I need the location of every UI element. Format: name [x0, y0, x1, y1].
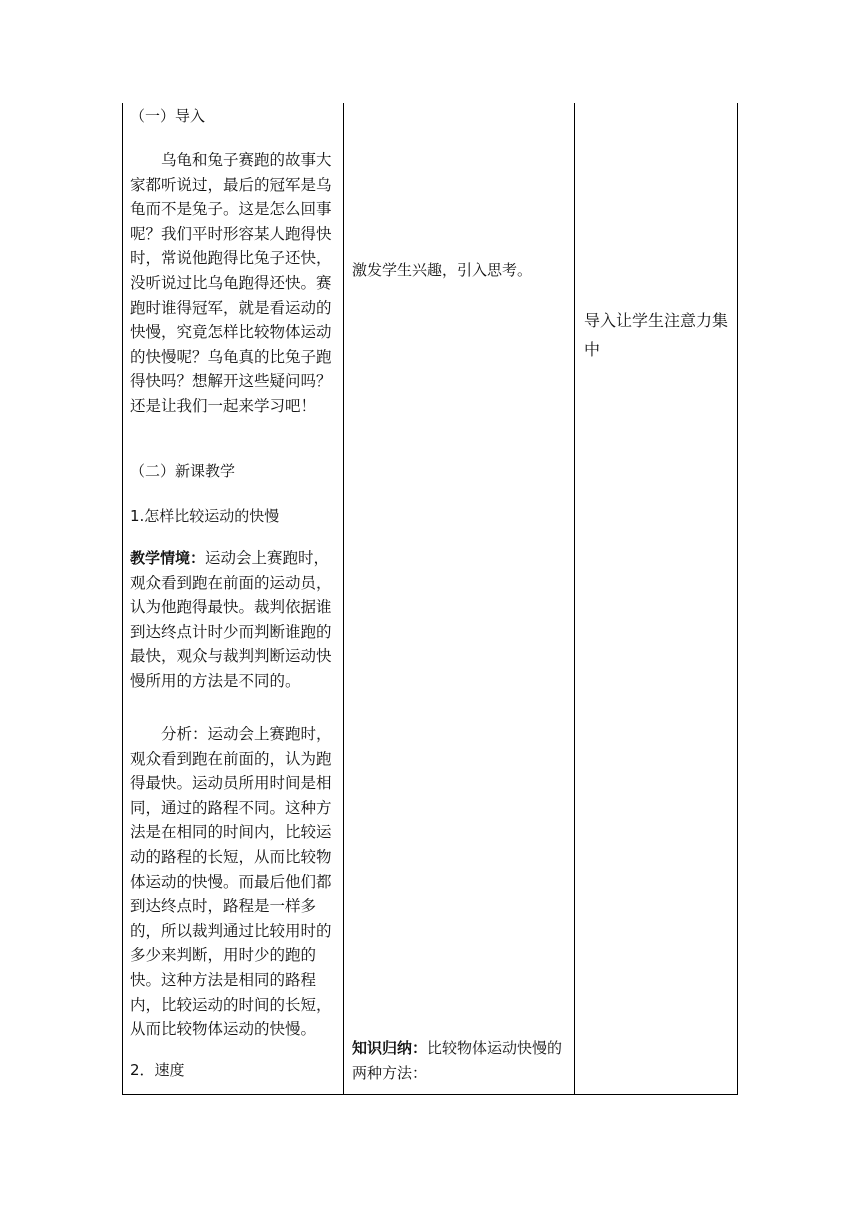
compare-speed-subheading: 1.怎样比较运动的快慢 [130, 507, 280, 525]
table-border-right [737, 103, 738, 1095]
new-lesson-heading: （二）新课教学 [130, 462, 236, 480]
table-border-bottom [122, 1094, 738, 1095]
column-divider-1 [343, 103, 344, 1095]
intro-paragraph: 乌龟和兔子赛跑的故事大家都听说过，最后的冠军是乌龟而不是兔子。这是怎么回事呢？我们平时形容某人跑得快时，常说他跑得比兔子还快，没听说过比乌龟跑得还快。赛跑时谁得冠军，就是看运动的快慢，究竟怎样比较物体运动的快慢呢？乌龟真的比兔子跑得快吗？想解开这些疑问吗？还是让我们一起来学习吧！ [130, 151, 332, 415]
lesson-plan-table [122, 103, 738, 1095]
design-intent-text: 导入让学生注意力集中 [584, 311, 729, 359]
analysis-paragraph: 分析：运动会上赛跑时，观众看到跑在前面的，认为跑得最快。运动员所用时间是相同，通过的路程不同。这种方法是在相同的时间内，比较运动的路程的长短，从而比较物体运动的快慢。而最后他们都到达终点时，路程是一样多的，所以裁判通过比较用时的多少来判断，用时少的跑的快。这种方法是相同的路程内，比较运动的时间的长短，从而比较物体运动的快慢。 [130, 725, 332, 1039]
knowledge-summary [352, 1036, 566, 1085]
knowledge-text: 比较物体运动快慢的两种方法： [352, 1039, 563, 1082]
speed-subheading: 2．速度 [130, 1061, 185, 1079]
table-border-left [122, 103, 123, 1095]
knowledge-label: 知识归纳： [352, 1039, 428, 1057]
teaching-situation [130, 546, 336, 694]
situation-label: 教学情境： [130, 549, 206, 567]
column-divider-2 [574, 103, 575, 1095]
intro-heading: （一）导入 [130, 107, 206, 125]
student-activity-text: 激发学生兴趣，引入思考。 [352, 261, 533, 279]
situation-text: 运动会上赛跑时，观众看到跑在前面的运动员，认为他跑得最快。裁判依据谁到达终点计时少而判断谁跑的最快，观众与裁判判断运动快慢所用的方法是不同的。 [130, 549, 332, 690]
